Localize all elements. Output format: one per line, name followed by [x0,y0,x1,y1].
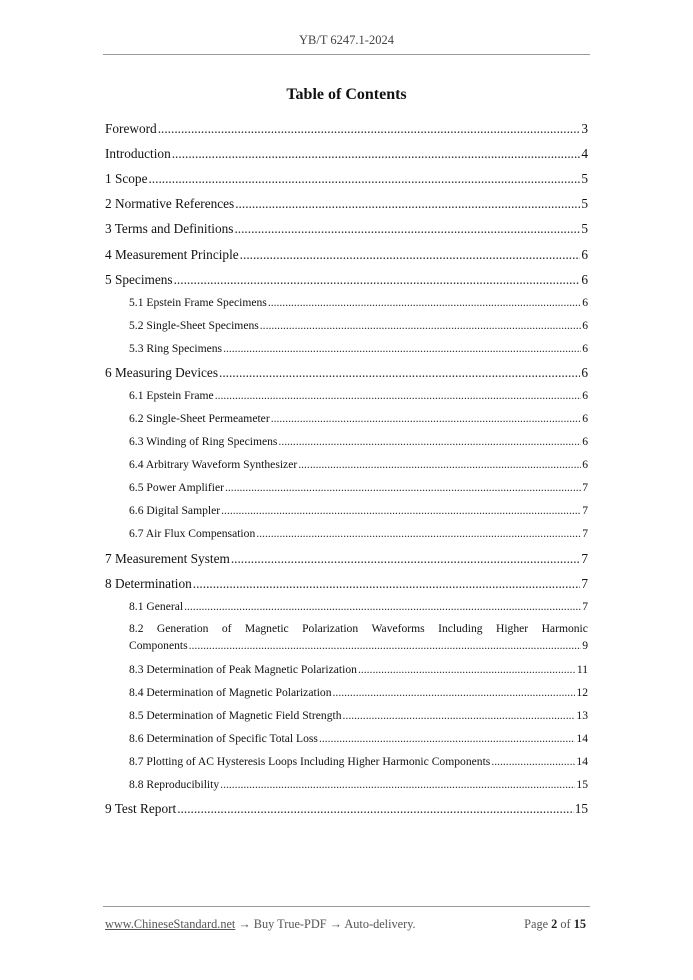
toc-entry-specimens[interactable]: 5 Specimens ..... 6 [105,272,588,288]
toc-entry-normative-references[interactable]: 2 Normative References ..... 5 [105,196,588,212]
toc-entry-measuring-devices[interactable]: 6 Measuring Devices ..... 6 [105,365,588,381]
site-link[interactable]: www.ChineseStandard.net [105,917,236,931]
toc-entry-6-1[interactable]: 6.1 Epstein Frame ..... 6 [129,389,588,402]
toc-entry-6-2[interactable]: 6.2 Single-Sheet Permeameter ..... 6 [129,412,588,425]
arrow-icon: → [238,917,251,931]
toc-entry-8-5[interactable]: 8.5 Determination of Magnetic Field Strength ..... 13 [129,709,588,722]
toc-entry-6-6[interactable]: 6.6 Digital Sampler ..... 7 [129,504,588,517]
toc-entry-8-8[interactable]: 8.8 Reproducibility ..... 15 [129,778,588,791]
auto-delivery-text: Auto-delivery. [344,917,416,931]
toc-entry-8-3[interactable]: 8.3 Determination of Peak Magnetic Polarization ..... 11 [129,663,588,676]
toc-entry-introduction[interactable]: Introduction ..... 4 [105,146,588,162]
current-page-number: 2 [551,917,558,931]
document-id-header: YB/T 6247.1-2024 [299,33,394,47]
buy-pdf-link[interactable]: Buy True-PDF [253,917,327,931]
toc-entry-8-2-line1: 8.2 Generation of Magnetic Polarization Waveforms Including Higher Harmonic [129,622,588,635]
toc-entry-test-report[interactable]: 9 Test Report ..... 15 [105,801,588,817]
arrow-icon: → [329,917,342,931]
toc-entry-8-1[interactable]: 8.1 General ..... 7 [129,600,588,613]
toc-entry-measurement-system[interactable]: 7 Measurement System ..... 7 [105,551,588,567]
toc-entry-5-3[interactable]: 5.3 Ring Specimens ..... 6 [129,342,588,355]
toc-entry-8-6[interactable]: 8.6 Determination of Specific Total Loss ..... 14 [129,732,588,745]
toc-entry-8-4[interactable]: 8.4 Determination of Magnetic Polarization ..... 12 [129,686,588,699]
toc-entry-6-3[interactable]: 6.3 Winding of Ring Specimens ..... 6 [129,435,588,448]
toc-entry-6-7[interactable]: 6.7 Air Flux Compensation ..... 7 [129,527,588,540]
toc-entry-determination[interactable]: 8 Determination ..... 7 [105,576,588,592]
footer-links [105,917,416,932]
toc-entry-6-5[interactable]: 6.5 Power Amplifier ..... 7 [129,481,588,494]
header-divider [103,54,590,55]
page-indicator [524,917,586,932]
toc-entry-8-2-line2: Components ..... 9 [129,639,588,652]
toc-entry-measurement-principle[interactable]: 4 Measurement Principle ..... 6 [105,247,588,263]
toc-entry-5-2[interactable]: 5.2 Single-Sheet Specimens ..... 6 [129,319,588,332]
of-label: of [560,917,571,931]
toc-entry-foreword[interactable]: Foreword ..... 3 [105,121,588,137]
page-label: Page [524,917,549,931]
page-title: Table of Contents [286,86,407,103]
toc-entry-terms-definitions[interactable]: 3 Terms and Definitions ..... 5 [105,221,588,237]
toc-entry-scope[interactable]: 1 Scope ..... 5 [105,171,588,187]
toc-entry-5-1[interactable]: 5.1 Epstein Frame Specimens ..... 6 [129,296,588,309]
toc-entry-8-2[interactable] [129,622,588,652]
footer-divider [103,906,590,907]
total-page-count: 15 [573,917,586,931]
toc-entry-8-7[interactable]: 8.7 Plotting of AC Hysteresis Loops Including Higher Harmonic Components ..... 14 [129,755,588,768]
toc-entry-6-4[interactable]: 6.4 Arbitrary Waveform Synthesizer ..... 6 [129,458,588,471]
